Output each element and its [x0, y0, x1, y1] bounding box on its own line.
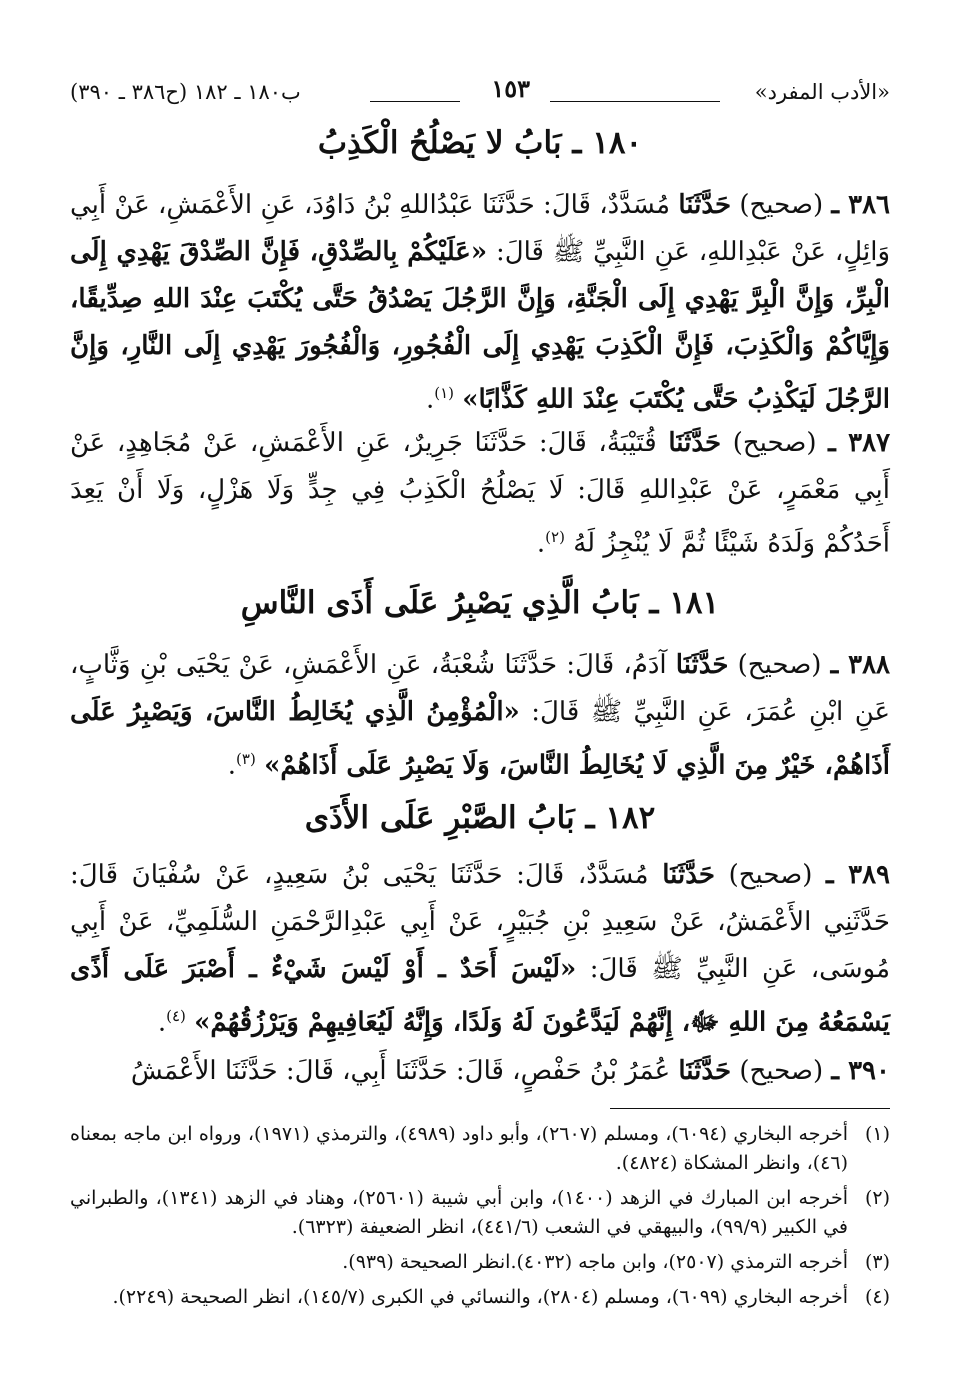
- hadith-isnad: مُسَدَّدٌ، قَالَ: حَدَّثَنَا عَبْدُاللهِ بْنُ دَاوُدَ، عَنِ الأَعْمَشِ، عَنْ أَبِي وَائِلٍ، عَنْ عَبْدِاللهِ، عَنِ النَّبِيِّ ﷺ قَالَ:: [70, 190, 890, 267]
- hadith-end: .: [536, 528, 546, 559]
- page-number: ١٥٣: [491, 74, 530, 103]
- running-head: [70, 70, 890, 110]
- footnote-text: أخرجه البخاري (٦٠٩٩)، ومسلم (٢٨٠٤)، والنسائي في الكبرى (١٤٥/٧)، انظر الصحيحة (٢٢٤٩).: [112, 1286, 848, 1308]
- footnote-number: (١): [864, 1123, 890, 1145]
- chapter-range: ب١٨٠ ـ ١٨٢ (ح٣٨٦ ـ ٣٩٠): [70, 80, 301, 104]
- footnote: [70, 1248, 890, 1277]
- chapter-heading: ١٨٠ ـ بَابُ لا يَصْلُحُ الْكَذِبُ: [317, 125, 643, 161]
- hadith-number: ٣٨٨ ـ: [830, 650, 891, 680]
- hadith-390: [70, 1048, 890, 1095]
- narration-word: حَدَّثَنَا: [668, 428, 722, 458]
- footnote-text: أخرجه ابن المبارك في الزهد (١٤٠٠)، وابن أبي شيبة (٢٥٦٠١)، وهناد في الزهد (١٣٤١)، والطبراني في الكبير (٩٩/٩)، والبيهقي في الشعب (٤٤١/٦)، انظر الضعيفة (٦٣٢٣).: [70, 1187, 848, 1238]
- footnote-text: أخرجه البخاري (٦٠٩٤)، ومسلم (٢٦٠٧)، وأبو داود (٤٩٨٩)، والترمذي (١٩٧١)، ورواه ابن ماجه بمعناه (٤٦)، وانظر المشكاة (٤٨٢٤).: [70, 1123, 848, 1174]
- footnotes: [70, 1120, 890, 1318]
- hadith-387: [70, 420, 890, 568]
- hadith-grade: (صحيح): [732, 428, 817, 458]
- chapter-heading: ١٨١ ـ بَابُ الَّذِي يَصْبِرُ عَلَى أَذَى النَّاسِ: [240, 585, 720, 621]
- book-title: «الأدب المفرد»: [754, 80, 890, 104]
- hadith-389: [70, 852, 890, 1047]
- footnote: [70, 1184, 890, 1242]
- footnote-text: أخرجه الترمذي (٢٥٠٧)، وابن ماجه (٤٠٣٢).انظر الصحيحة (٩٣٩).: [342, 1251, 848, 1273]
- header-rule: [550, 101, 720, 102]
- hadith-end: .: [425, 384, 435, 415]
- hadith-end: .: [157, 1007, 167, 1038]
- hadith-isnad: مُسَدَّدٌ، قَالَ: حَدَّثَنَا يَحْيَى بْنُ سَعِيدٍ، عَنْ سُفْيَانَ قَالَ: حَدَّثَنِي الأَعْمَشُ، عَنْ سَعِيدِ بْنِ جُبَيْرٍ، عَنْ أَبِي عَبْدِالرَّحْمَنِ السُّلَمِيِّ، عَنْ أَبِي مُوسَى، عَنِ النَّبِيِّ ﷺ قَالَ:: [70, 860, 890, 984]
- hadith-grade: (صحيح): [728, 860, 813, 890]
- hadith-isnad: آدَمُ، قَالَ: حَدَّثَنَا شُعْبَةُ، عَنِ الأَعْمَشِ، عَنْ يَحْيَى بْنِ وَثَّابٍ، عَنِ ابْنِ عُمَرَ، عَنِ النَّبِيِّ ﷺ قَالَ:: [70, 650, 891, 727]
- footnote-number: (٤): [864, 1286, 890, 1308]
- footnote-ref: (١): [434, 384, 454, 402]
- hadith-388: [70, 642, 890, 790]
- hadith-number: ٣٨٧ ـ: [828, 428, 891, 458]
- hadith-grade: (صحيح): [739, 1056, 824, 1086]
- hadith-grade: (صحيح): [739, 190, 824, 220]
- footnote: [70, 1283, 890, 1312]
- narration-word: حَدَّثَنَا: [678, 1056, 732, 1086]
- footnote-number: (٣): [864, 1251, 890, 1273]
- hadith-number: ٣٩٠ ـ: [831, 1056, 890, 1086]
- narration-word: حَدَّثَنَا: [675, 650, 729, 680]
- hadith-matn: «الْمُؤْمِنُ الَّذِي يُخَالِطُ النَّاسَ، وَيَصْبِرُ عَلَى أَذَاهُمْ، خَيْرٌ مِنَ الَّذِي لَا يُخَالِطُ النَّاسَ، وَلَا يَصْبِرُ عَلَى أَذَاهُمْ»: [70, 697, 890, 781]
- chapter-heading: ١٨٢ ـ بَابُ الصَّبْرِ عَلَى الأَذَى: [304, 800, 656, 836]
- hadith-number: ٣٨٩ ـ: [826, 860, 891, 890]
- hadith-number: ٣٨٦ ـ: [831, 190, 891, 220]
- footnote-ref: (٣): [236, 750, 256, 768]
- header-rule: [370, 101, 460, 102]
- narration-word: حَدَّثَنَا: [662, 860, 715, 890]
- footnote-number: (٢): [864, 1187, 890, 1209]
- hadith-isnad: عُمَرُ بْنُ حَفْصٍ، قَالَ: حَدَّثَنَا أَبِي، قَالَ: حَدَّثَنَا الأَعْمَشُ: [130, 1056, 671, 1086]
- footnote-separator: [610, 1108, 890, 1109]
- hadith-end: .: [227, 750, 237, 781]
- hadith-matn: «عَلَيْكُمْ بِالصِّدْقِ، فَإِنَّ الصِّدْقَ يَهْدِي إِلَى الْبِرِّ، وَإِنَّ الْبِرَّ يَهْدِي إِلَى الْجَنَّةِ، وَإِنَّ الرَّجُلَ يَصْدُقُ حَتَّى يُكْتَبَ عِنْدَ اللهِ صِدِّيقًا، وَإِيَّاكُمْ وَالْكَذِبَ، فَإِنَّ الْكَذِبَ يَهْدِي إِلَى الْفُجُورِ، وَالْفُجُورَ يَهْدِي إِلَى النَّارِ، وَإِنَّ الرَّجُلَ لَيَكْذِبُ حَتَّى يُكْتَبَ عِنْدَ اللهِ كَذَّابًا»: [70, 237, 890, 415]
- hadith-grade: (صحيح): [737, 650, 822, 680]
- footnote: [70, 1120, 890, 1178]
- footnote-ref: (٤): [166, 1007, 186, 1025]
- hadith-386: [70, 182, 890, 424]
- narration-word: حَدَّثَنَا: [678, 190, 732, 220]
- hadith-isnad: قُتَيْبَةُ، قَالَ: حَدَّثَنَا جَرِيرٌ، عَنِ الأَعْمَشِ، عَنْ مُجَاهِدٍ، عَنْ أَبِي مَعْمَرٍ، عَنْ عَبْدِاللهِ قَالَ: لَا يَصْلُحُ الْكَذِبُ فِي جِدٍّ وَلَا هَزْلٍ، وَلَا أَنْ يَعِدَ أَحَدُكُمْ وَلَدَهُ شَيْئًا ثُمَّ لَا يُنْجِزُ لَهُ: [70, 428, 890, 559]
- footnote-ref: (٢): [545, 528, 565, 546]
- hadith-matn: «لَيْسَ أَحَدٌ ـ أَوْ لَيْسَ شَيْءٌ ـ أَصْبَرَ عَلَى أَذًى يَسْمَعُهُ مِنَ اللهِ ﷻ، إِنَّهُمْ لَيَدَّعُونَ لَهُ وَلَدًا، وَإِنَّهُ لَيُعَافِيهِمْ وَيَرْزُقُهُمْ»: [70, 954, 890, 1038]
